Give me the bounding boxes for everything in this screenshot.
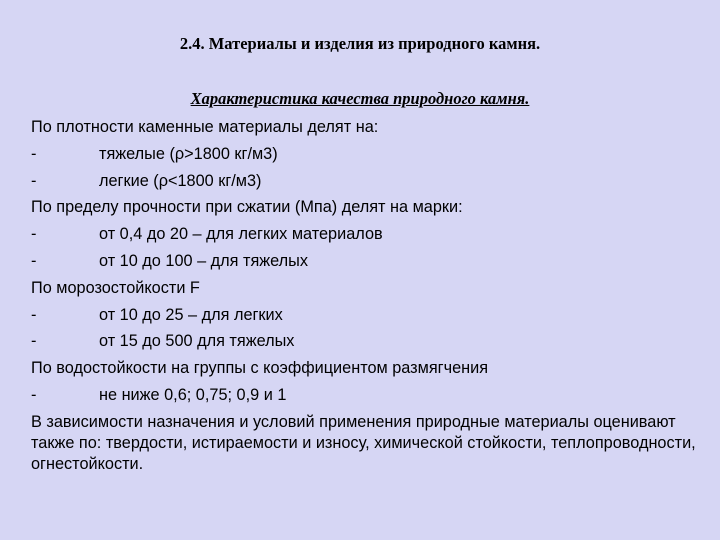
list-item [31, 248, 696, 275]
list-item [31, 221, 696, 248]
bullet-dash: - [31, 144, 37, 163]
list-item-text: от 10 до 100 – для тяжелых [99, 251, 309, 270]
list-item-text: не ниже 0,6; 0,75; 0,9 и 1 [99, 385, 287, 404]
closing-paragraph: В зависимости назначения и условий применения природные материалы оценивают также по: твердости, истираемости и износу, химической стойкости, теплопроводности, огнестойкости. [31, 412, 696, 473]
density-heading: По плотности каменные материалы делят на: [31, 118, 379, 136]
list-item [31, 141, 696, 168]
list-item [31, 328, 696, 355]
water-resistance-heading: По водостойкости на группы с коэффициентом размягчения [31, 359, 489, 378]
list-item-text: легкие (ρ<1800 кг/м3) [99, 171, 262, 190]
slide-title: 2.4. Материалы и изделия из природного камня. [179, 34, 541, 53]
bullet-dash: - [31, 332, 37, 351]
bullet-dash: - [31, 171, 37, 190]
frost-resistance-heading: По морозостойкости F [31, 278, 200, 297]
slide-body [31, 114, 696, 475]
list-item-text: от 15 до 500 для тяжелых [99, 332, 295, 351]
strength-heading: По пределу прочности при сжатии (Мпа) делят на марки: [31, 198, 463, 217]
list-item-text: от 0,4 до 20 – для легких материалов [99, 225, 383, 244]
slide-subtitle: Характеристика качества природного камня. [190, 89, 530, 108]
bullet-dash: - [31, 385, 37, 404]
list-item [31, 168, 696, 195]
list-item [31, 382, 696, 409]
bullet-dash: - [31, 225, 37, 244]
bullet-dash: - [31, 251, 37, 270]
list-item [31, 302, 696, 329]
list-item-text: тяжелые (ρ>1800 кг/м3) [99, 144, 278, 163]
bullet-dash: - [31, 305, 37, 324]
list-item-text: от 10 до 25 – для легких [99, 305, 283, 324]
